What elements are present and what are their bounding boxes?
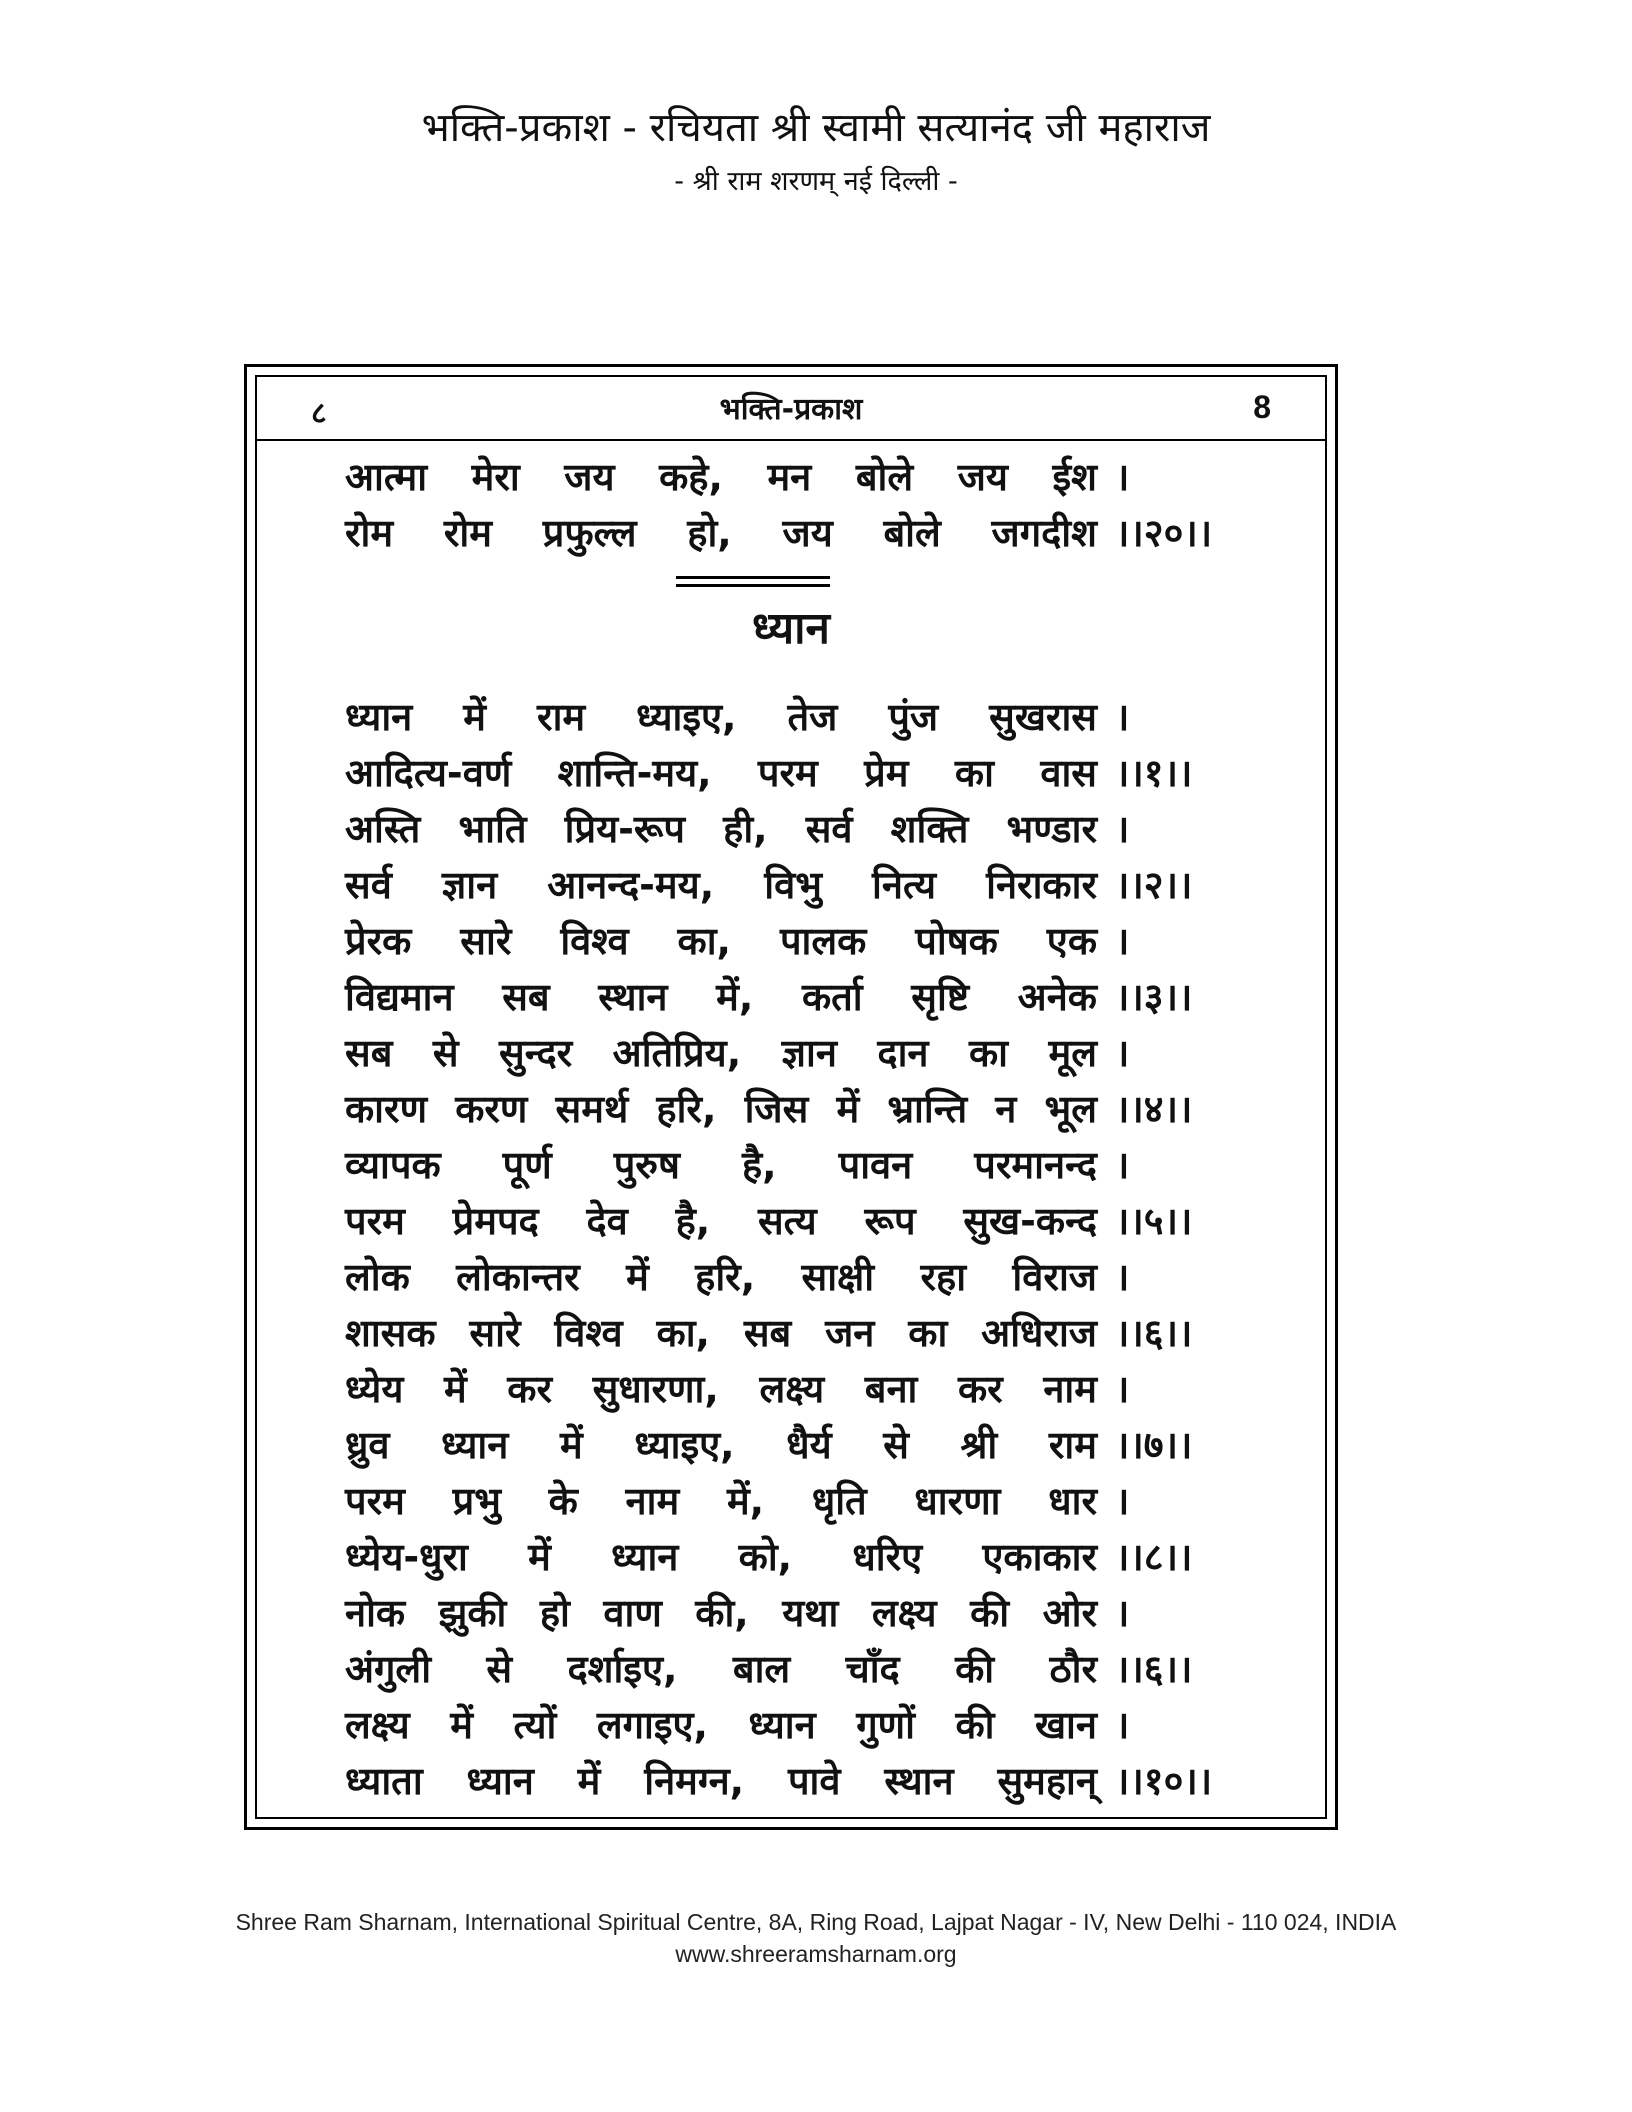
verse-line xyxy=(345,1249,1265,1305)
verse-mark: । xyxy=(1115,1367,1130,1411)
verse-mark: ।।३।। xyxy=(1115,975,1193,1019)
verse-line xyxy=(345,1137,1265,1193)
verse-mark: ।।५।। xyxy=(1115,1199,1193,1243)
verse-mark: ।।२।। xyxy=(1115,863,1193,907)
verse-mark: । xyxy=(1115,455,1130,499)
verse-text: आत्मा मेरा जय कहे, मन बोले जय ईश xyxy=(345,455,1097,499)
verse-text: शासक सारे विश्व का, सब जन का अधिराज xyxy=(345,1311,1097,1355)
verse-text: ध्रुव ध्यान में ध्याइए, धैर्य से श्री राम xyxy=(345,1423,1097,1467)
verse-mark: । xyxy=(1115,1591,1130,1635)
page-frame-inner xyxy=(255,375,1327,1819)
verse-text: कारण करण समर्थ हरि, जिस में भ्रान्ति न भूल xyxy=(345,1087,1097,1131)
verse-mark: । xyxy=(1115,695,1130,739)
verse-line xyxy=(345,745,1265,801)
verse-line xyxy=(345,449,1265,505)
page-number-hindi: ८ xyxy=(311,396,327,431)
verse-line xyxy=(345,1025,1265,1081)
verse-mark: । xyxy=(1115,1479,1130,1523)
footer-website: www.shreeramsharnam.org xyxy=(675,1941,957,1967)
verse-text: अस्ति भाति प्रिय-रूप ही, सर्व शक्ति भण्डार xyxy=(345,807,1097,851)
verse-text: अंगुली से दर्शाइए, बाल चाँद की ठौर xyxy=(345,1647,1097,1691)
verse-text: लोक लोकान्तर में हरि, साक्षी रहा विराज xyxy=(345,1255,1097,1299)
header-title: भक्ति-प्रकाश - रचियता श्री स्वामी सत्यानंद जी महाराज xyxy=(421,105,1211,151)
verse-line xyxy=(345,913,1265,969)
section-divider xyxy=(676,584,830,587)
verse-mark: ।।७।। xyxy=(1115,1423,1193,1467)
section-divider xyxy=(676,576,830,579)
verse-line xyxy=(345,1305,1265,1361)
verse-line xyxy=(345,1081,1265,1137)
verse-line xyxy=(345,1473,1265,1529)
verse-text: ध्येय-धुरा में ध्यान को, धरिए एकाकार xyxy=(345,1535,1097,1579)
verse-mark: । xyxy=(1115,1255,1130,1299)
header-subtitle: - श्री राम शरणम् नई दिल्ली - xyxy=(674,166,958,197)
verse-mark: । xyxy=(1115,1703,1130,1747)
verse-line xyxy=(345,1361,1265,1417)
verse-text: प्रेरक सारे विश्व का, पालक पोषक एक xyxy=(345,919,1097,963)
verse-line xyxy=(345,1417,1265,1473)
verse-text: व्यापक पूर्ण पुरुष है, पावन परमानन्द xyxy=(345,1143,1097,1187)
verse-text: परम प्रभु के नाम में, धृति धारणा धार xyxy=(345,1479,1097,1523)
verse-line xyxy=(345,1585,1265,1641)
verse-text: नोक झुकी हो वाण की, यथा लक्ष्य की ओर xyxy=(345,1591,1097,1635)
verse-mark: ।।८।। xyxy=(1115,1535,1193,1579)
verse-mark: । xyxy=(1115,1143,1130,1187)
section-title: ध्यान xyxy=(752,603,830,654)
verse-text: सब से सुन्दर अतिप्रिय, ज्ञान दान का मूल xyxy=(345,1031,1097,1075)
verse-text: ध्येय में कर सुधारणा, लक्ष्य बना कर नाम xyxy=(345,1367,1097,1411)
verse-line xyxy=(345,689,1265,745)
verse-line xyxy=(345,969,1265,1025)
verse-text: रोम रोम प्रफुल्ल हो, जय बोले जगदीश xyxy=(345,511,1097,555)
verse-mark: । xyxy=(1115,1031,1130,1075)
verse-mark: ।।६।। xyxy=(1115,1311,1193,1355)
running-header xyxy=(257,377,1325,441)
verse-line xyxy=(345,1529,1265,1585)
verse-mark: ।।१।। xyxy=(1115,751,1193,795)
verse-text: ध्यान में राम ध्याइए, तेज पुंज सुखरास xyxy=(345,695,1097,739)
verse-mark: ।।२०।। xyxy=(1115,511,1213,555)
verse-line xyxy=(345,1641,1265,1697)
verse-line xyxy=(345,1697,1265,1753)
verse-mark: । xyxy=(1115,807,1130,851)
page-header xyxy=(0,100,1632,202)
page-frame xyxy=(244,364,1338,1830)
verse-text: सर्व ज्ञान आनन्द-मय, विभु नित्य निराकार xyxy=(345,863,1097,907)
footer-address: Shree Ram Sharnam, International Spiritual Centre, 8A, Ring Road, Lajpat Nagar - IV, New Delhi - 110 024, INDIA xyxy=(235,1909,1397,1935)
running-title: भक्ति-प्रकाश xyxy=(719,392,863,427)
verse-line xyxy=(345,1193,1265,1249)
verse-text: परम प्रेमपद देव है, सत्य रूप सुख-कन्द xyxy=(345,1199,1097,1243)
verse-text: आदित्य-वर्ण शान्ति-मय, परम प्रेम का वास xyxy=(345,751,1097,795)
page-footer xyxy=(0,1906,1632,1970)
verse-mark: ।।१०।। xyxy=(1115,1759,1213,1803)
verse-text: ध्याता ध्यान में निमग्न, पावे स्थान सुमहान् xyxy=(345,1759,1097,1803)
verse-mark: ।।६।। xyxy=(1115,1647,1193,1691)
verse-text: लक्ष्य में त्यों लगाइए, ध्यान गुणों की खान xyxy=(345,1703,1097,1747)
verse-line xyxy=(345,505,1265,561)
verse-line xyxy=(345,857,1265,913)
verse-mark: ।।४।। xyxy=(1115,1087,1193,1131)
verse-line xyxy=(345,801,1265,857)
verse-mark: । xyxy=(1115,919,1130,963)
page-number: 8 xyxy=(1253,389,1271,425)
verse-line xyxy=(345,1753,1265,1809)
verse-text: विद्यमान सब स्थान में, कर्ता सृष्टि अनेक xyxy=(345,975,1097,1019)
